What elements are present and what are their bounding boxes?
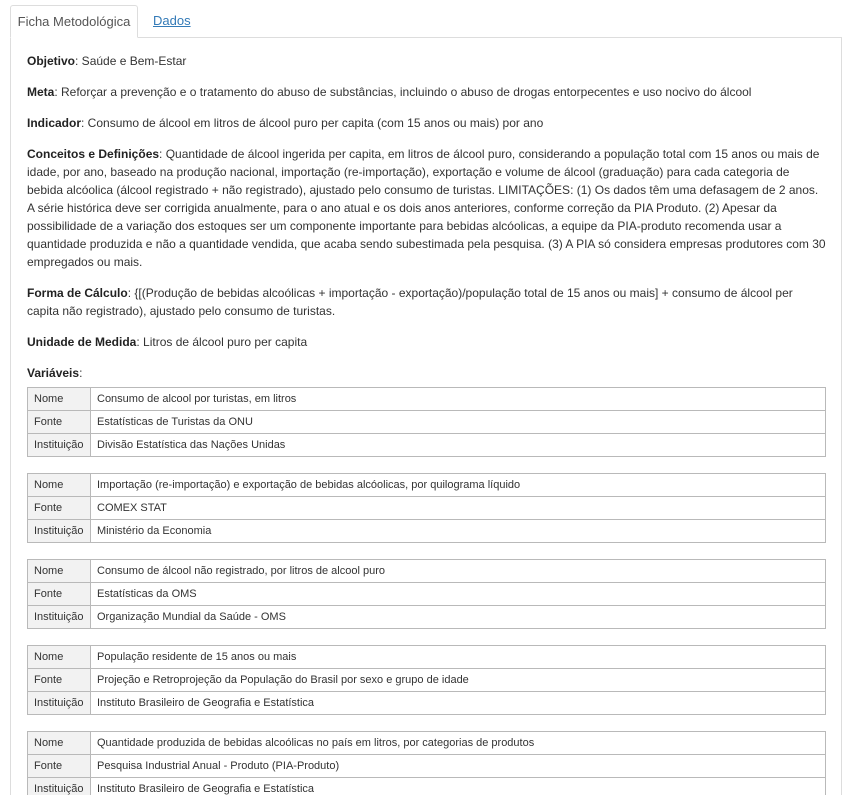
variables-colon: : xyxy=(79,366,83,380)
field-value: : Litros de álcool puro per capita xyxy=(136,335,308,349)
field-label: Meta xyxy=(27,85,55,99)
field-value: : Consumo de álcool em litros de álcool puro per capita (com 15 anos ou mais) por ano xyxy=(81,116,544,130)
variable-table xyxy=(27,387,826,457)
table-row xyxy=(28,520,826,543)
field-label: Indicador xyxy=(27,116,82,130)
variable-table xyxy=(27,645,826,715)
variable-nome: Quantidade produzida de bebidas alcoólicas no país em litros, por categorias de produtos xyxy=(91,732,826,755)
field-meta xyxy=(27,83,827,101)
row-label-nome: Nome xyxy=(28,474,91,497)
variable-table xyxy=(27,731,826,795)
field-value: : Saúde e Bem-Estar xyxy=(75,54,187,68)
variable-fonte: Pesquisa Industrial Anual - Produto (PIA-Produto) xyxy=(91,755,826,778)
field-value: : {[(Produção de bebidas alcoólicas + importação - exportação)/população total de 15 anos ou mais] + consumo de álcool per capita não registrado), ajustado pelo consumo de turistas. xyxy=(27,286,793,318)
variable-nome: Consumo de álcool não registrado, por litros de alcool puro xyxy=(91,560,826,583)
variable-fonte: Estatísticas da OMS xyxy=(91,583,826,606)
variable-nome: Consumo de alcool por turistas, em litros xyxy=(91,388,826,411)
methodology-content xyxy=(27,52,827,795)
field-value: : Reforçar a prevenção e o tratamento do abuso de substâncias, incluindo o abuso de drogas entorpecentes e uso nocivo do álcool xyxy=(54,85,752,99)
variables-heading xyxy=(27,364,827,382)
table-row xyxy=(28,434,826,457)
table-row xyxy=(28,411,826,434)
row-label-fonte: Fonte xyxy=(28,411,91,434)
variables-label: Variáveis xyxy=(27,366,80,380)
row-label-nome: Nome xyxy=(28,732,91,755)
tab-bar xyxy=(10,0,842,38)
field-value: : Quantidade de álcool ingerida per capita, em litros de álcool puro, considerando a população total com 15 anos ou mais de idade, por ano, baseado na produção nacional, importação (re-importação), exportação e volume de álcool (graduação) para cada categoria de bebida alcóolica (álcool registrado + não registrado), ajustado pelo consumo de turistas. LIMITAÇÕES: (1) Os dados têm uma defasagem de 2 anos. A série histórica deve ser corrigida anualmente, para o ano atual e os dois anos anteriores, conforme correção da PIA Produto. (2) Apesar da possibilidade de a variação dos estoques ser um componente importante para bebidas alcóolicas, a equipe da PIA-produto recomenda usar a quantidade produzida e não a quantidade vendida, que acaba sendo subestimada pela pesquisa. (3) A PIA só considera empresas produtores com 30 empregados ou mais. xyxy=(27,147,826,269)
variable-nome: População residente de 15 anos ou mais xyxy=(91,646,826,669)
row-label-fonte: Fonte xyxy=(28,755,91,778)
variable-instituicao: Organização Mundial da Saúde - OMS xyxy=(91,606,826,629)
table-row xyxy=(28,732,826,755)
field-label: Unidade de Medida xyxy=(27,335,137,349)
variable-instituicao: Instituto Brasileiro de Geografia e Estatística xyxy=(91,692,826,715)
variable-instituicao: Divisão Estatística das Nações Unidas xyxy=(91,434,826,457)
row-label-instituicao: Instituição xyxy=(28,692,91,715)
row-label-instituicao: Instituição xyxy=(28,520,91,543)
row-label-nome: Nome xyxy=(28,646,91,669)
field-label: Forma de Cálculo xyxy=(27,286,128,300)
table-row xyxy=(28,560,826,583)
row-label-fonte: Fonte xyxy=(28,497,91,520)
table-row xyxy=(28,388,826,411)
variable-fonte: COMEX STAT xyxy=(91,497,826,520)
variable-table xyxy=(27,559,826,629)
table-row xyxy=(28,646,826,669)
table-row xyxy=(28,692,826,715)
table-row xyxy=(28,474,826,497)
row-label-instituicao: Instituição xyxy=(28,434,91,457)
table-row xyxy=(28,606,826,629)
row-label-instituicao: Instituição xyxy=(28,778,91,795)
row-label-fonte: Fonte xyxy=(28,669,91,692)
variable-table xyxy=(27,473,826,543)
tab-dados[interactable]: Dados xyxy=(153,13,191,28)
field-label: Conceitos e Definições xyxy=(27,147,160,161)
row-label-instituicao: Instituição xyxy=(28,606,91,629)
table-row xyxy=(28,497,826,520)
field-forma-calculo xyxy=(27,284,827,320)
table-row xyxy=(28,669,826,692)
field-unidade-medida xyxy=(27,333,827,351)
field-conceitos xyxy=(27,145,827,271)
table-row xyxy=(28,583,826,606)
field-label: Objetivo xyxy=(27,54,76,68)
table-row xyxy=(28,755,826,778)
variable-instituicao: Ministério da Economia xyxy=(91,520,826,543)
variable-instituicao: Instituto Brasileiro de Geografia e Estatística xyxy=(91,778,826,795)
variable-fonte: Projeção e Retroprojeção da População do Brasil por sexo e grupo de idade xyxy=(91,669,826,692)
field-indicador xyxy=(27,114,827,132)
row-label-nome: Nome xyxy=(28,560,91,583)
tab-panel xyxy=(10,38,842,795)
table-row xyxy=(28,778,826,795)
variable-fonte: Estatísticas de Turistas da ONU xyxy=(91,411,826,434)
tab-ficha-metodologica[interactable]: Ficha Metodológica xyxy=(10,5,138,38)
variable-nome: Importação (re-importação) e exportação de bebidas alcóolicas, por quilograma líquido xyxy=(91,474,826,497)
row-label-fonte: Fonte xyxy=(28,583,91,606)
row-label-nome: Nome xyxy=(28,388,91,411)
field-objetivo xyxy=(27,52,827,70)
